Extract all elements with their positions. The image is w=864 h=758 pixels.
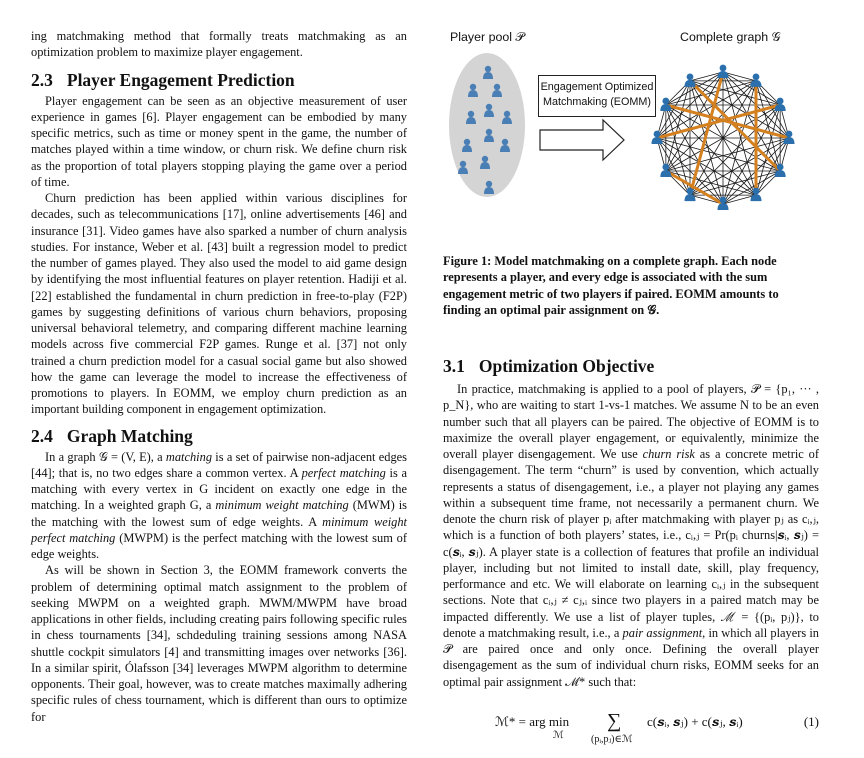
figure-graphic <box>443 28 819 218</box>
equation-lhs: ℳ* = arg min <box>495 713 570 729</box>
term-perfect-matching: perfect matching <box>301 465 386 480</box>
intro-paragraph: ing matchmaking method that formally treats matchmaking as an optimization problem to maximize player engagement. <box>31 29 407 60</box>
figure-caption: Figure 1: Model matchmaking on a complete graph. Each node represents a player, and every edge is associated with the sum engagement metric of two players if paired. EOMM amounts to finding an optimal pair assignment on 𝒢. <box>443 254 779 317</box>
complete-graph-label: Complete graph 𝒢 <box>680 30 781 44</box>
arrow-icon <box>540 120 624 160</box>
equation-sum-sub: (pᵢ,pⱼ)∈ℳ <box>591 733 633 745</box>
section-title: Graph Matching <box>66 425 193 446</box>
paragraph: As will be shown in Section 3, the EOMM framework converts the problem of determining optimal match assignment to the problem of seeking MWPM on a weighted graph. MWM/MWPM have broad applications in other fields, including creating pairs following specific rules in chess tournaments [34], schdeduling training sessions among NASA shuttle cockpit simulators [4] and transmitting images over networks [36]. In a similar spirit, Ólafsson [34] leverages MWPM algorithm to determine opponents. Their goal, however, was to create matches maximally adhering specific rules of chess tournament, which is different than ours to optimize for <box>31 563 407 724</box>
term-mwpm: minimum weight perfect matching <box>31 514 407 545</box>
equation-argmin-sub: ℳ <box>553 729 564 741</box>
player-pool-label: Player pool 𝒫 <box>450 30 525 44</box>
paragraph: In a graph 𝒢 = (V, E), a matching is a set of pairwise non-adjacent edges [44]; that is, no two edges share a common vertex. A perfect matching is a matching with every vertex in G incident on exactly one edge in the matching. In a weighted graph G, a minimum weight matching (MWM) is the matching with the lowest sum of edge weights. A minimum weight perfect matching (MWPM) is the perfect matching with the lowest sum of edge weights. <box>31 449 407 561</box>
term-matching: matching <box>165 449 213 464</box>
equation-rhs: c(𝒔ᵢ, 𝒔ⱼ) + c(𝒔ⱼ, 𝒔ᵢ) <box>647 713 743 729</box>
section-number: 2.4 <box>31 425 53 446</box>
paragraph: In practice, matchmaking is applied to a pool of players, 𝒫 = {p₁, ··· , p_N}, who are waiting to start 1-vs-1 matches. We assume N to be an even number such that all players can be paired. The objective of EOMM is to maximize the overall player engagement, or equivalently, minimize the overall player disengagement. We use churn risk as a concrete metric of disengagement. The term “churn” is used by convention, which actually represents a status of disengagement, i.e., a player not playing any games within a subsequent time frame, not necessarily a permanent churn. We denote the churn risk of player pᵢ after matchmaking with player pⱼ as cᵢ,ⱼ, which is a function of both players’ states, i.e., cᵢ,ⱼ = Pr(pᵢ churns|𝒔ᵢ, 𝒔ⱼ) = c(𝒔ᵢ, 𝒔ⱼ). A player state is a collection of features that profile an individual player, including but not limited to install date, skill, play frequency, performance and etc. We will elaborate on learning cᵢ,ⱼ in the subsequent sections. Note that cᵢ,ⱼ ≠ cⱼ,ᵢ since two players in a paired match may be impacted differently. We use a list of player tuples, ℳ = {(pᵢ, pⱼ)}, to denote a matchmaking result, i.e., a pair assignment, in which all players in 𝒫 are paired once and only once. Defining the overall player disengagement as the sum of individual churn risks, EOMM seeks for an optimal pair assignment ℳ* such that: <box>443 382 820 689</box>
section-title: Player Engagement Prediction <box>66 69 295 90</box>
complete-graph <box>652 65 795 210</box>
section-heading-3-1 <box>443 356 819 376</box>
equation-1 <box>443 710 819 750</box>
section-number: 2.3 <box>31 69 53 90</box>
paragraph: Churn prediction has been applied within various disciplines for decades, such as telecommunications [17], online advertisements [46] and insurance [31]. Video games have also sparked a number of churn analysis studies. For instance, Weber et al. [43] built a regression model to predict the number of games played. They also used the model to aid game design by identifying the most influential features on player retention. Hadiji et al. [22] established the fundamental in churn prediction in free-to-play (F2P) games by suggesting definitions of various churn behaviors, proposing universal behavioral telemetry, and comparing different machine learning models across five commercial F2P games. Runge et al. [37] not only trained a churn prediction model for a casual social game but also showed how the game can leverage the model to increase the effectiveness of promotions to players. In EOMM, we employ churn prediction as an important building component in engagement optimization. <box>31 191 407 417</box>
left-column <box>31 28 407 725</box>
right-column <box>443 28 819 750</box>
section-heading-2-3 <box>31 70 407 90</box>
section-number: 3.1 <box>443 356 465 377</box>
term-churn-risk: churn risk <box>642 447 695 462</box>
equation-sum: ∑ <box>607 709 622 732</box>
section-title: Optimization Objective <box>478 356 655 377</box>
section-heading-2-4 <box>31 426 407 446</box>
term-mwm: minimum weight matching <box>215 498 349 513</box>
term-pair-assignment: pair assignment <box>622 625 703 640</box>
graph-node-person-icon <box>718 65 729 78</box>
graph-edge <box>657 138 756 195</box>
paragraph: Player engagement can be seen as an objective measurement of user experience in games [6]. Player engagement can be embodied by many specific metrics, such as time or money spent in the game, the number of matches played within a time window, or churn risk. We define churn risk as the proportion of total players stopping playing the game over a period of time. <box>31 93 407 189</box>
eomm-box: Engagement Optimized Matchmaking (EOMM) <box>538 75 656 117</box>
figure-1 <box>443 28 819 218</box>
equation-number: (1) <box>803 713 819 729</box>
